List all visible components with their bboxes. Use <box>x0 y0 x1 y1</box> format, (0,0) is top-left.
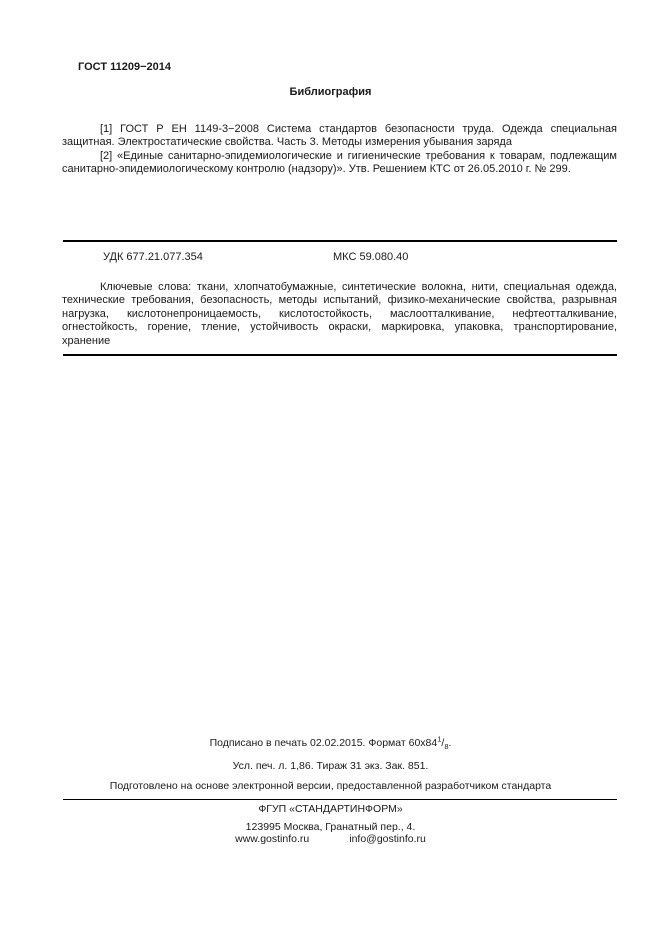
bibliography-entry-2: [2] «Единые санитарно-эпидемиологические и гигиенические требования к товарам, подлежащим санитарно-эпидемиологическому контролю (надзору)». Утв. Решением КТС от 26.05.2010 г. № 299. <box>62 149 617 176</box>
imprint-edition-line: Усл. печ. л. 1,86. Тираж 31 экз. Зак. 851. <box>232 760 429 772</box>
imprint-source-note: Подготовлено на основе электронной версии, предоставленной разработчиком стандарта <box>109 780 552 792</box>
divider-rule-bottom <box>63 354 617 356</box>
classification-row <box>62 251 617 265</box>
footer-divider-rule <box>63 799 617 800</box>
publisher-address: 123995 Москва, Гранатный пер., 4. <box>245 821 416 833</box>
keywords-paragraph: Ключевые слова: ткани, хлопчатобумажные, синтетические волокна, нити, специальная одежда, технические требования, безопасность, методы испытаний, физико-механические свойства, разрывная нагрузка, кислотонепроницаемость, кислотостойкость, маслоотталкивание, нефтеотталкивание, огнестойкость, горение, тление, устойчивость окраски, маркировка, упаковка, транспортирование, хранение <box>62 281 617 347</box>
bibliography-entry-1: [1] ГОСТ Р ЕН 1149-3−2008 Система стандартов безопасности труда. Одежда специальная защитная. Электростатические свойства. Часть 3. Методы измерения убывания заряда <box>62 123 617 149</box>
format-fraction-numerator: 1 <box>437 734 442 744</box>
page-title: Библиография <box>289 86 372 98</box>
format-fraction-slash: / <box>441 737 445 749</box>
publisher-contacts <box>44 833 617 846</box>
imprint-format-text: Подписано в печать 02.02.2015. Формат 60x84 <box>209 737 438 749</box>
udk-code: УДК 677.21.077.354 <box>103 251 203 263</box>
doc-number: ГОСТ 11209−2014 <box>78 61 171 73</box>
publisher-name: ФГУП «СТАНДАРТИНФОРМ» <box>258 803 403 815</box>
bibliography-list <box>62 123 617 177</box>
imprint-format-period: . <box>448 737 452 749</box>
imprint-print-line <box>44 734 617 752</box>
mks-code: МКС 59.080.40 <box>333 251 409 263</box>
publisher-website: www.gostinfo.ru <box>235 833 310 845</box>
format-fraction-denominator: 8 <box>444 742 449 752</box>
publisher-email: info@gostinfo.ru <box>349 833 426 845</box>
divider-rule-top <box>63 240 617 242</box>
